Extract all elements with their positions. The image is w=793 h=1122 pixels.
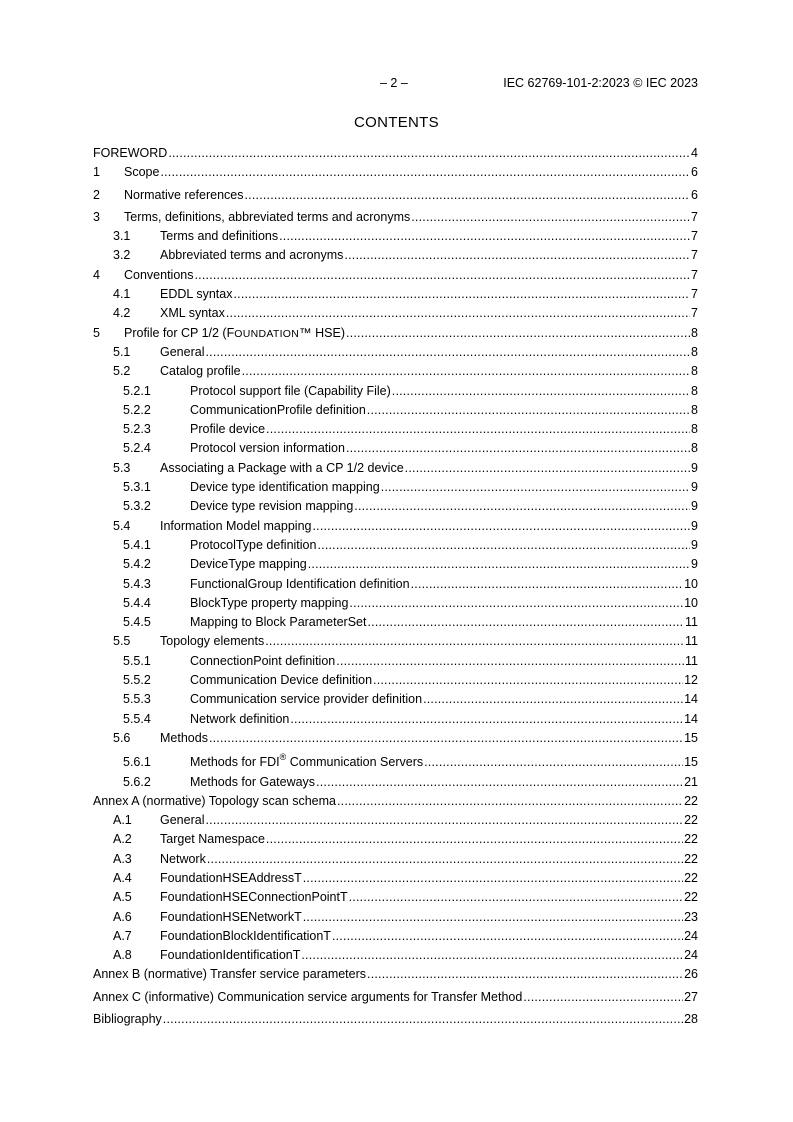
toc-dot-leader bbox=[337, 794, 683, 808]
toc-entry-title: FoundationHSENetworkT bbox=[160, 909, 302, 924]
toc-entry-page: 9 bbox=[691, 518, 698, 533]
toc-entry-page: 15 bbox=[684, 755, 698, 770]
toc-dot-leader bbox=[411, 577, 684, 591]
toc-entry-number: 5.6.1 bbox=[123, 755, 151, 770]
toc-entry[interactable] bbox=[93, 673, 698, 692]
toc-dot-leader bbox=[301, 948, 683, 962]
toc-entry[interactable] bbox=[93, 775, 698, 794]
toc-entry-number: 5.5.3 bbox=[123, 692, 151, 707]
toc-entry[interactable] bbox=[93, 967, 698, 986]
toc-entry-title: Methods bbox=[160, 730, 208, 745]
toc-entry-title: Annex B (normative) Transfer service parameters bbox=[93, 967, 367, 982]
toc-entry-title: Mapping to Block ParameterSet bbox=[190, 615, 367, 630]
toc-entry-title: XML syntax bbox=[160, 306, 225, 321]
toc-entry-number: A.3 bbox=[113, 851, 132, 866]
toc-entry[interactable] bbox=[93, 752, 698, 774]
toc-entry-title: CommunicationProfile definition bbox=[190, 402, 366, 417]
toc-entry-title: Profile for CP 1/2 (FOUNDATION™ HSE) bbox=[124, 325, 345, 340]
toc-entry-title: FunctionalGroup Identification definition bbox=[190, 576, 410, 591]
toc-entry-page: 8 bbox=[691, 402, 698, 417]
toc-entry-page: 9 bbox=[691, 460, 698, 475]
toc-dot-leader bbox=[354, 499, 690, 513]
toc-entry[interactable] bbox=[93, 929, 698, 948]
toc-entry-page: 12 bbox=[684, 673, 698, 688]
toc-entry[interactable] bbox=[93, 871, 698, 890]
toc-entry-number: 5.4.2 bbox=[123, 557, 151, 572]
toc-dot-leader bbox=[205, 813, 683, 827]
toc-dot-leader bbox=[523, 990, 683, 1004]
toc-entry[interactable] bbox=[93, 403, 698, 422]
toc-entry-number: 5.5 bbox=[113, 634, 131, 649]
toc-entry[interactable] bbox=[93, 461, 698, 480]
toc-entry-number: 4 bbox=[93, 267, 100, 282]
toc-entry-number: A.8 bbox=[113, 948, 132, 963]
toc-entry-page: 11 bbox=[685, 615, 698, 630]
toc-dot-leader bbox=[195, 268, 691, 282]
toc-entry-number: 2 bbox=[93, 187, 100, 202]
toc-entry-number: 5.6.2 bbox=[123, 774, 151, 789]
toc-entry[interactable] bbox=[93, 248, 698, 267]
toc-entry-title: Bibliography bbox=[93, 1012, 162, 1027]
toc-entry[interactable] bbox=[93, 596, 698, 615]
toc-entry-title: Protocol version information bbox=[190, 441, 345, 456]
toc-entry-title: ProtocolType definition bbox=[190, 537, 317, 552]
toc-entry-page: 24 bbox=[684, 948, 698, 963]
toc-dot-leader bbox=[367, 403, 690, 417]
toc-dot-leader bbox=[349, 596, 683, 610]
toc-entry-title: Device type identification mapping bbox=[190, 480, 380, 495]
toc-entry-number: 5.1 bbox=[113, 344, 131, 359]
toc-entry-title: Terms and definitions bbox=[160, 229, 279, 244]
toc-entry-page: 9 bbox=[691, 537, 698, 552]
toc-entry-title: Protocol support file (Capability File) bbox=[190, 383, 391, 398]
toc-entry[interactable] bbox=[93, 519, 698, 538]
toc-entry-page: 7 bbox=[691, 229, 698, 244]
toc-entry[interactable] bbox=[93, 890, 698, 909]
toc-entry-number: 5.5.1 bbox=[123, 653, 151, 668]
toc-entry-number: 5.3.1 bbox=[123, 480, 151, 495]
toc-entry-title: Communication Device definition bbox=[190, 673, 373, 688]
toc-entry-title: FoundationHSEAddressT bbox=[160, 870, 302, 885]
toc-entry[interactable] bbox=[93, 480, 698, 499]
toc-entry-page: 22 bbox=[684, 870, 698, 885]
toc-entry-page: 8 bbox=[691, 383, 698, 398]
toc-entry[interactable] bbox=[93, 268, 698, 287]
toc-dot-leader bbox=[242, 364, 690, 378]
toc-entry-title: ConnectionPoint definition bbox=[190, 653, 336, 668]
toc-entry-page: 22 bbox=[684, 832, 698, 847]
toc-entry[interactable] bbox=[93, 712, 698, 731]
toc-dot-leader bbox=[303, 910, 683, 924]
toc-entry-number: 5.5.4 bbox=[123, 711, 151, 726]
toc-entry[interactable] bbox=[93, 557, 698, 576]
toc-entry[interactable] bbox=[93, 364, 698, 383]
toc-dot-leader bbox=[205, 345, 690, 359]
toc-entry[interactable] bbox=[93, 165, 698, 184]
toc-entry-title: Topology elements bbox=[160, 634, 265, 649]
toc-entry-title: FoundationIdentificationT bbox=[160, 948, 301, 963]
toc-entry-number: 5.2.2 bbox=[123, 402, 151, 417]
toc-entry[interactable] bbox=[93, 615, 698, 634]
toc-entry-number: 3.2 bbox=[113, 248, 131, 263]
toc-entry[interactable] bbox=[93, 1012, 698, 1031]
toc-entry-number: 5.4 bbox=[113, 518, 131, 533]
toc-entry-title: Communication service provider definition bbox=[190, 692, 423, 707]
toc-entry-page: 7 bbox=[691, 248, 698, 263]
toc-entry-title: Information Model mapping bbox=[160, 518, 312, 533]
toc-entry-number: 5 bbox=[93, 325, 100, 340]
toc-entry-title: Methods for FDI® Communication Servers bbox=[190, 752, 424, 770]
toc-entry-title: Catalog profile bbox=[160, 364, 241, 379]
toc-entry-page: 9 bbox=[691, 480, 698, 495]
page-header bbox=[0, 76, 793, 92]
toc-dot-leader bbox=[308, 557, 690, 571]
toc-entry-title: Abbreviated terms and acronyms bbox=[160, 248, 344, 263]
toc-entry-number: 1 bbox=[93, 165, 100, 180]
toc-entry-number: 5.4.3 bbox=[123, 576, 151, 591]
toc-entry-page: 14 bbox=[684, 692, 698, 707]
toc-entry-number: A.6 bbox=[113, 909, 132, 924]
toc-entry-page: 15 bbox=[684, 730, 698, 745]
toc-entry[interactable] bbox=[93, 422, 698, 441]
toc-entry-title: Associating a Package with a CP 1/2 device bbox=[160, 460, 404, 475]
standard-reference: IEC 62769-101-2:2023 © IEC 2023 bbox=[503, 76, 698, 90]
toc-entry[interactable] bbox=[93, 813, 698, 832]
toc-entry-page: 7 bbox=[691, 287, 698, 302]
toc-dot-leader bbox=[266, 422, 690, 436]
toc-entry-title: BlockType property mapping bbox=[190, 595, 349, 610]
toc-entry[interactable] bbox=[93, 287, 698, 306]
toc-entry-page: 28 bbox=[684, 1012, 698, 1027]
toc-entry-title: General bbox=[160, 813, 205, 828]
toc-dot-leader bbox=[209, 731, 683, 745]
toc-entry-page: 9 bbox=[691, 557, 698, 572]
toc-entry-page: 8 bbox=[691, 441, 698, 456]
toc-dot-leader bbox=[346, 441, 690, 455]
toc-dot-leader bbox=[392, 384, 690, 398]
table-of-contents bbox=[93, 146, 698, 1031]
toc-dot-leader bbox=[367, 615, 684, 629]
toc-entry-number: 5.4.4 bbox=[123, 595, 151, 610]
toc-entry-title: Normative references bbox=[124, 187, 244, 202]
toc-dot-leader bbox=[312, 519, 690, 533]
toc-entry-title: Methods for Gateways bbox=[190, 774, 316, 789]
toc-entry-number: 3 bbox=[93, 209, 100, 224]
toc-entry-title: Annex C (informative) Communication service arguments for Transfer Method bbox=[93, 989, 523, 1004]
toc-entry-page: 8 bbox=[691, 422, 698, 437]
toc-entry-number: 5.4.1 bbox=[123, 537, 151, 552]
toc-entry-number: A.1 bbox=[113, 813, 132, 828]
toc-entry[interactable] bbox=[93, 634, 698, 653]
toc-entry-title: FoundationBlockIdentificationT bbox=[160, 928, 331, 943]
toc-dot-leader bbox=[317, 538, 690, 552]
toc-entry[interactable] bbox=[93, 948, 698, 967]
toc-dot-leader bbox=[290, 712, 683, 726]
toc-entry[interactable] bbox=[93, 326, 698, 345]
toc-entry-title: Profile device bbox=[190, 422, 266, 437]
toc-entry[interactable] bbox=[93, 654, 698, 673]
toc-entry-number: 5.6 bbox=[113, 730, 131, 745]
toc-entry-title: Scope bbox=[124, 165, 160, 180]
toc-entry[interactable] bbox=[93, 229, 698, 248]
toc-entry[interactable] bbox=[93, 910, 698, 929]
toc-entry[interactable] bbox=[93, 146, 698, 165]
toc-dot-leader bbox=[411, 210, 690, 224]
toc-dot-leader bbox=[349, 890, 683, 904]
toc-dot-leader bbox=[245, 188, 691, 202]
toc-entry[interactable] bbox=[93, 441, 698, 460]
toc-entry-number: A.2 bbox=[113, 832, 132, 847]
toc-entry-page: 22 bbox=[684, 793, 698, 808]
toc-entry-title: Network definition bbox=[190, 711, 290, 726]
toc-dot-leader bbox=[405, 461, 690, 475]
toc-dot-leader bbox=[265, 634, 684, 648]
toc-entry-title: Annex A (normative) Topology scan schema bbox=[93, 793, 336, 808]
toc-dot-leader bbox=[266, 832, 683, 846]
toc-entry[interactable] bbox=[93, 188, 698, 207]
toc-entry-title: EDDL syntax bbox=[160, 287, 233, 302]
toc-dot-leader bbox=[424, 755, 683, 769]
toc-entry-page: 14 bbox=[684, 711, 698, 726]
toc-entry-page: 22 bbox=[684, 851, 698, 866]
toc-entry[interactable] bbox=[93, 538, 698, 557]
toc-entry-number: 5.3 bbox=[113, 460, 131, 475]
toc-entry[interactable] bbox=[93, 794, 698, 813]
toc-dot-leader bbox=[233, 287, 690, 301]
toc-entry-page: 27 bbox=[684, 989, 698, 1004]
toc-entry-page: 8 bbox=[691, 344, 698, 359]
toc-dot-leader bbox=[163, 1012, 683, 1026]
toc-entry[interactable] bbox=[93, 345, 698, 364]
toc-entry-page: 6 bbox=[691, 165, 698, 180]
toc-dot-leader bbox=[279, 229, 690, 243]
page-number: – 2 – bbox=[380, 76, 408, 90]
toc-entry-number: 5.2.3 bbox=[123, 422, 151, 437]
toc-dot-leader bbox=[160, 165, 690, 179]
toc-entry-number: 5.5.2 bbox=[123, 673, 151, 688]
toc-entry-number: A.5 bbox=[113, 890, 132, 905]
toc-entry-title: FoundationHSEConnectionPointT bbox=[160, 890, 348, 905]
toc-dot-leader bbox=[381, 480, 690, 494]
toc-entry-number: 5.2 bbox=[113, 364, 131, 379]
toc-entry-page: 22 bbox=[684, 813, 698, 828]
toc-dot-leader bbox=[423, 692, 683, 706]
toc-entry-page: 8 bbox=[691, 364, 698, 379]
toc-entry[interactable] bbox=[93, 692, 698, 711]
toc-entry[interactable] bbox=[93, 990, 698, 1009]
toc-entry-number: 5.2.4 bbox=[123, 441, 151, 456]
toc-entry-number: 4.2 bbox=[113, 306, 131, 321]
toc-entry-page: 7 bbox=[691, 209, 698, 224]
toc-entry-page: 26 bbox=[684, 967, 698, 982]
toc-entry-number: 5.3.2 bbox=[123, 499, 151, 514]
toc-entry-number: A.7 bbox=[113, 928, 132, 943]
toc-entry-title: Conventions bbox=[124, 267, 194, 282]
toc-entry-title: Device type revision mapping bbox=[190, 499, 354, 514]
toc-entry-page: 23 bbox=[684, 909, 698, 924]
toc-entry-page: 21 bbox=[684, 774, 698, 789]
toc-entry-page: 10 bbox=[684, 576, 698, 591]
toc-entry-title: General bbox=[160, 344, 205, 359]
toc-entry-title: Target Namespace bbox=[160, 832, 265, 847]
toc-dot-leader bbox=[336, 654, 684, 668]
toc-entry[interactable] bbox=[93, 852, 698, 871]
toc-entry-page: 4 bbox=[691, 146, 698, 160]
toc-entry-page: 22 bbox=[684, 890, 698, 905]
toc-entry-page: 7 bbox=[691, 267, 698, 282]
toc-entry-page: 9 bbox=[691, 499, 698, 514]
toc-entry-number: 5.4.5 bbox=[123, 615, 151, 630]
toc-entry-number: A.4 bbox=[113, 870, 132, 885]
toc-dot-leader bbox=[332, 929, 683, 943]
toc-entry-page: 11 bbox=[685, 634, 698, 649]
toc-entry-number: 4.1 bbox=[113, 287, 131, 302]
toc-entry-page: 7 bbox=[691, 306, 698, 321]
toc-dot-leader bbox=[316, 775, 683, 789]
toc-entry-title: DeviceType mapping bbox=[190, 557, 307, 572]
toc-entry-title: FOREWORD bbox=[93, 146, 168, 160]
toc-dot-leader bbox=[346, 326, 690, 340]
toc-entry-title: Terms, definitions, abbreviated terms and acronyms bbox=[124, 209, 411, 224]
toc-dot-leader bbox=[207, 852, 683, 866]
contents-title: CONTENTS bbox=[354, 114, 439, 131]
toc-dot-leader bbox=[367, 967, 683, 981]
toc-entry[interactable] bbox=[93, 832, 698, 851]
toc-dot-leader bbox=[344, 248, 690, 262]
toc-entry[interactable] bbox=[93, 577, 698, 596]
toc-entry-page: 8 bbox=[691, 325, 698, 340]
toc-dot-leader bbox=[168, 146, 690, 160]
toc-entry[interactable] bbox=[93, 384, 698, 403]
toc-dot-leader bbox=[226, 306, 690, 320]
toc-dot-leader bbox=[373, 673, 683, 687]
toc-entry-title: Network bbox=[160, 851, 206, 866]
toc-entry-page: 11 bbox=[685, 653, 698, 668]
toc-entry[interactable] bbox=[93, 306, 698, 325]
toc-entry[interactable] bbox=[93, 210, 698, 229]
toc-entry[interactable] bbox=[93, 499, 698, 518]
toc-entry-number: 3.1 bbox=[113, 229, 131, 244]
toc-entry-page: 24 bbox=[684, 928, 698, 943]
toc-dot-leader bbox=[303, 871, 683, 885]
toc-entry[interactable] bbox=[93, 731, 698, 750]
toc-entry-number: 5.2.1 bbox=[123, 383, 151, 398]
toc-entry-page: 10 bbox=[684, 595, 698, 610]
toc-entry-page: 6 bbox=[691, 187, 698, 202]
